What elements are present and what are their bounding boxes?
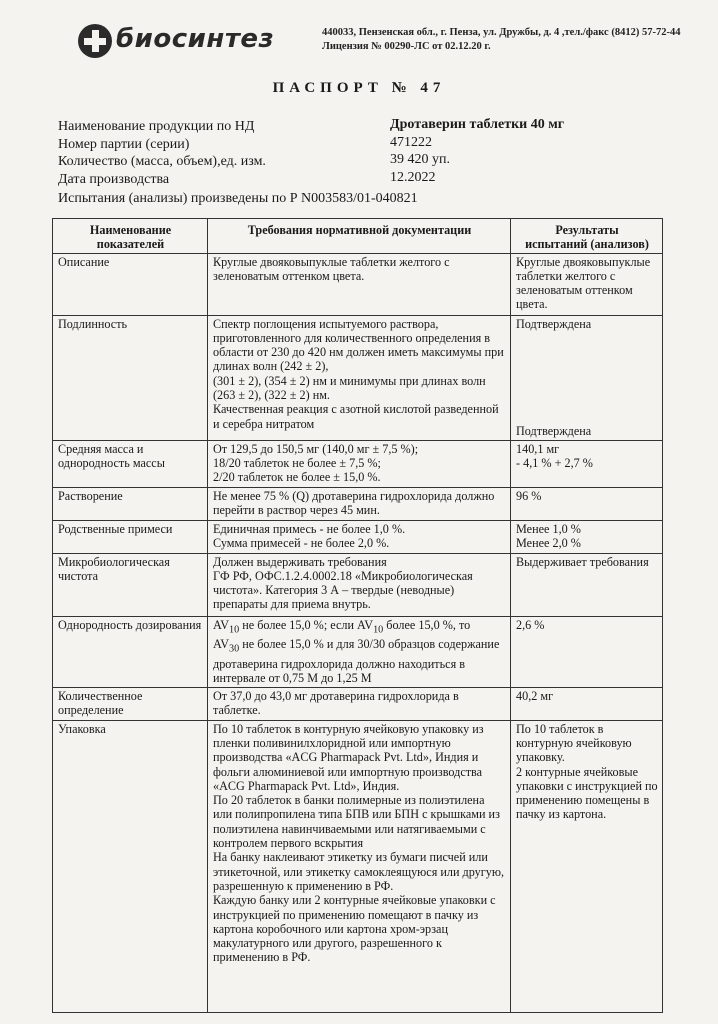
av-symbol: AV: [213, 637, 230, 652]
table-row: [53, 440, 663, 487]
table-row: [53, 253, 663, 315]
row-name: Количественное определение: [53, 687, 208, 720]
row-requirement: Единичная примесь - не более 1,0 %. Сумма примесей - не более 2,0 %.: [208, 520, 511, 553]
row-requirement: [208, 616, 511, 687]
req-text: более 15,0 %, то: [383, 617, 471, 632]
row-name: Родственные примеси: [53, 520, 208, 553]
table-row: [53, 616, 663, 687]
date-label: Дата производства: [58, 172, 170, 187]
row-requirement: От 129,5 до 150,5 мг (140,0 мг ± 7,5 %); 18/20 таблеток не более ± 7,5 %; 2/20 таблеток не более ± 15,0 %.: [208, 440, 511, 487]
row-result: Менее 1,0 % Менее 2,0 %: [511, 520, 663, 553]
table-row: [53, 487, 663, 520]
row-result: По 10 таблеток в контурную ячейковую упаковку. 2 контурные ячейковые упаковки с инструкцией по применению помещены в пачку из картона.: [511, 720, 663, 1012]
av-subscript: 10: [229, 624, 240, 636]
row-result: 40,2 мг: [511, 687, 663, 720]
header-results: Результаты испытаний (анализов): [511, 219, 663, 254]
company-address: 440033, Пензенская обл., г. Пенза, ул. Дружбы, д. 4 ,тел./факс (8412) 57-72-44: [322, 27, 681, 38]
quantity-value: 39 420 уп.: [390, 152, 450, 167]
row-requirement: Спектр поглощения испытуемого раствора, приготовленного для количественного определения в области от 230 до 420 нм должен иметь максимумы при длинах волн (242 ± 2), (301 ± 2), (354 ± 2) нм и минимумы при длинах волн (263 ± 2), (322 ± 2) нм. Качественная реакция с азотной кислотой разведенной и серебра нитратом: [208, 315, 511, 440]
row-name: Подлинность: [53, 315, 208, 440]
row-requirement: По 10 таблеток в контурную ячейковую упаковку из пленки поливинилхлоридной или импортную производства «ACG Pharmapack Pvt. Ltd», Индия и фольги алюминиевой или импортную производства «ACG Pharmapack Pvt. Ltd», Индия. По 20 таблеток в банки полимерные из полиэтилена или полипропилена типа БПВ или БПН с крышками из полиэтилена навинчиваемыми или натягиваемыми с контролем первого вскрытия На банку наклеивают этикетку из бумаги писчей или этикеточной, или этикетку самоклеящуюся или другую, разрешенную к применению в РФ. Каждую банку или 2 контурные ячейковые упаковки с инструкцией по применению помещают в пачку из картона коробочного или картона хром-эрзац макулатурного или другого, разрешенного к применению в РФ.: [208, 720, 511, 1012]
date-value: 12.2022: [390, 170, 436, 185]
row-result: 140,1 мг - 4,1 % + 2,7 %: [511, 440, 663, 487]
row-result: Выдерживает требования: [511, 553, 663, 616]
product-value: Дротаверин таблетки 40 мг: [390, 117, 565, 132]
row-name: Средняя масса и однородность массы: [53, 440, 208, 487]
tests-standard: Испытания (анализы) произведены по Р N003583/01-040821: [58, 191, 418, 206]
req-text: не более 15,0 % и для 30/30 образцов содержание дротаверина гидрохлорида должно находиться в интервале от 0,75 М до 1,25 М: [213, 637, 500, 686]
company-logo: [78, 22, 275, 60]
row-name: Упаковка: [53, 720, 208, 1012]
row-name: Микробиологическая чистота: [53, 553, 208, 616]
test-results-table: [52, 218, 663, 1013]
row-name: Описание: [53, 253, 208, 315]
row-name: Однородность дозирования: [53, 616, 208, 687]
av-subscript: 30: [229, 643, 240, 655]
row-requirement: Круглые двояковыпуклые таблетки желтого с зеленоватым оттенком цвета.: [208, 253, 511, 315]
row-result-secondary: Подтверждена: [516, 424, 592, 439]
company-address-block: [322, 26, 702, 54]
document-title: ПАСПОРТ № 47: [272, 80, 446, 96]
table-row: [53, 553, 663, 616]
table-row: [53, 315, 663, 440]
row-requirement: Не менее 75 % (Q) дротаверина гидрохлорида должно перейти в раствор через 45 мин.: [208, 487, 511, 520]
batch-label: Номер партии (серии): [58, 137, 190, 152]
row-requirement: Должен выдерживать требования ГФ РФ, ОФС.1.2.4.0002.18 «Микробиологическая чистота». Категория 3 А – твердые (неводные) препараты для приема внутрь.: [208, 553, 511, 616]
row-name: Растворение: [53, 487, 208, 520]
company-license: Лицензия № 00290-ЛС от 02.12.20 г.: [322, 41, 491, 52]
logo-text: биосинтез: [116, 24, 275, 54]
row-result: Круглые двояковыпуклые таблетки желтого с зеленоватым оттенком цвета.: [511, 253, 663, 315]
batch-value: 471222: [390, 135, 432, 150]
cross-icon: [78, 24, 112, 58]
table-row: [53, 720, 663, 1012]
row-result: 96 %: [511, 487, 663, 520]
av-subscript: 10: [373, 624, 384, 636]
av-symbol: AV: [213, 617, 230, 632]
row-result-cell: [511, 315, 663, 440]
req-text: не более 15,0 %; если AV: [239, 617, 374, 632]
header-requirements: Требования нормативной документации: [208, 219, 511, 254]
row-requirement: От 37,0 до 43,0 мг дротаверина гидрохлорида в таблетке.: [208, 687, 511, 720]
header-indicator: Наименование показателей: [53, 219, 208, 254]
row-result: 2,6 %: [511, 616, 663, 687]
table-row: [53, 520, 663, 553]
table-header-row: [53, 219, 663, 254]
quantity-label: Количество (масса, объем),ед. изм.: [58, 154, 266, 169]
product-label: Наименование продукции по НД: [58, 119, 255, 134]
table-row: [53, 687, 663, 720]
row-result: Подтверждена: [516, 316, 592, 331]
